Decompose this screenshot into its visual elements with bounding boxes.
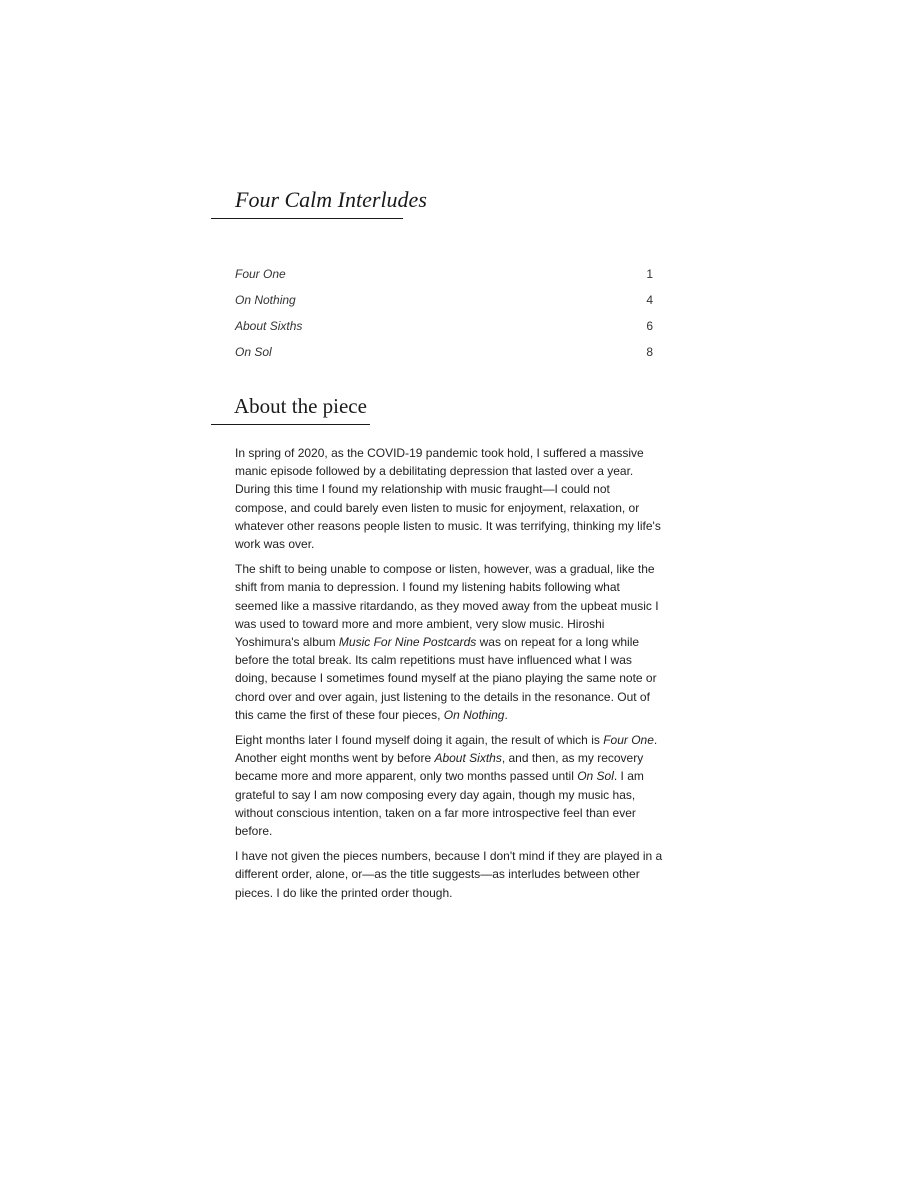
section-heading: About the piece (234, 394, 367, 418)
p3-text-a: Eight months later I found myself doing it again, the result of which is (235, 733, 604, 748)
piece-title: About Sixths (434, 751, 502, 766)
p2-text-c: . (504, 707, 508, 722)
toc-entry-title: About Sixths (235, 319, 303, 333)
paragraph-1: In spring of 2020, as the COVID-19 pandemic took hold, I suffered a massive manic episode followed by a debilitating depression that lasted over a year. During this time I found my relationship with music fraught—I could not compose, and could barely even listen to music for enjoyment, relaxation, or whatever other reasons people listen to music. It was terrifying, thinking my life's work was over. (235, 446, 661, 552)
toc-entry[interactable] (235, 263, 655, 289)
paragraph-3 (235, 731, 665, 840)
paragraph-4: I have not given the pieces numbers, because I don't mind if they are played in a different order, alone, or—as the title suggests—as interludes between other pieces. I do like the printed order though. (235, 849, 663, 900)
document-title: Four Calm Interludes (235, 187, 427, 212)
toc-entry-title: On Nothing (235, 293, 296, 307)
album-title: Music For Nine Postcards (338, 635, 477, 650)
paragraph-2 (235, 560, 665, 724)
title-block (235, 186, 427, 214)
table-of-contents (235, 263, 655, 367)
p3-text-c: , and then, as my recovery became more and more apparent, only two months passed until (235, 751, 644, 784)
title-underline (211, 218, 403, 219)
piece-title: On Sol (577, 769, 614, 784)
p2-text-b: was on repeat for a long while before the total break. Its calm repetitions must have influenced what I was doing, because I sometimes found myself at the piano playing the same note or chord over and over again, just listening to the details in the resonance. Out of this came the first of these four pieces, (235, 635, 657, 722)
piece-title: Four One (603, 733, 654, 748)
toc-entry[interactable] (235, 289, 655, 315)
toc-entry-page: 8 (646, 345, 653, 359)
toc-entry-page: 1 (646, 267, 653, 281)
piece-title: On Nothing (443, 707, 505, 722)
toc-entry-title: Four One (235, 267, 286, 281)
toc-entry-page: 4 (646, 293, 653, 307)
toc-entry-page: 6 (646, 319, 653, 333)
toc-entry-title: On Sol (235, 345, 272, 359)
about-text (235, 444, 665, 909)
p2-text-a: The shift to being unable to compose or listen, however, was a gradual, like the shift from mania to depression. I found my listening habits following what seemed like a massive ritardando, as they moved away from the upbeat music I was used to toward more and more ambient, very slow music. Hiroshi Yoshimura's album (235, 562, 659, 650)
p3-text-d: . I am grateful to say I am now composing every day again, though my music has, without conscious intention, taken on a far more introspective feel than ever before. (235, 769, 644, 839)
toc-entry[interactable] (235, 341, 655, 367)
section-underline (211, 424, 370, 425)
p3-text-b: . Another eight months went by before (235, 733, 658, 766)
toc-entry[interactable] (235, 315, 655, 341)
